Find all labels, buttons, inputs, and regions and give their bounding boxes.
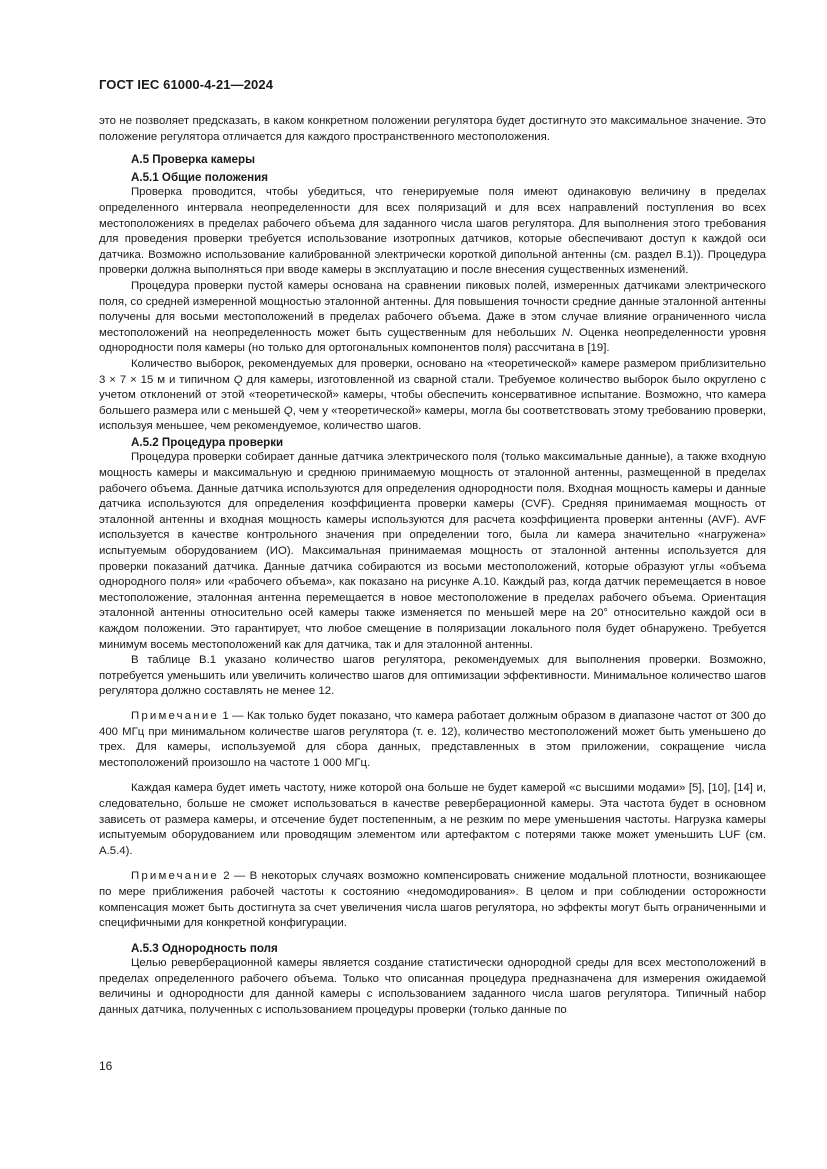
note-text: 1 — Как только будет показано, что камера работает должным образом в диапазоне частот от 300 до 400 МГц при минимальном количестве шагов регулятора (т. е. 12), количество местоположений может быть уменьшено до трех. Для камеры, используемой для сбора данных, представленных в этом приложении, сокращение числа местоположений произошло на частоте 1 000 МГц. — [99, 709, 766, 769]
paragraph-sample-count — [99, 357, 766, 435]
note-1 — [99, 709, 766, 771]
text-run: Количество выборок, рекомендуемых для проверки, основано на «теоретической» камере размером приблизительно 3 × 7 × 15 м и типичном — [99, 357, 766, 386]
note-label: Примечание — [131, 709, 219, 722]
subsection-heading-a51: А.5.1 Общие положения — [131, 170, 269, 184]
text-run: . Оценка неопределенности уровня однородности поля камеры (но только для ортогональных компонентов поля) рассчитана в [19]. — [99, 326, 766, 355]
paragraph-continuation: это не позволяет предсказать, в каком конкретном положении регулятора будет достигнуто это максимальное значение. Это положение регулятора отличается для каждого пространственного местоположения. — [99, 115, 766, 143]
italic-symbol-n: N — [561, 326, 571, 339]
paragraph-luf: Каждая камера будет иметь частоту, ниже которой она больше не будет камерой «с высшими модами» [5], [10], [14] и, следовательно, больше не сможет использоваться в качестве реверберационной камеры. Эта частота будет в основном зависеть от размера камеры, и отсечение будет постепенным, а не резким по мере уменьшения частоты. Нагрузка камеры испытуемым оборудованием или проводящим элементом или артефактом с потерями также может уменьшить LUF (см. А.5.4). — [99, 782, 766, 857]
subsection-heading-a53: А.5.3 Однородность поля — [131, 941, 278, 955]
text-run: Процедура проверки пустой камеры основана на сравнении пиковых полей, измеренных датчиками электрического поля, со средней измеренной мощностью эталонной антенны. Для повышения точности средние данные эталонной антенны получены для восьми местоположений в пределах рабочего объема. Даже в этом случае влияние ограниченного числа местоположений на неопределенность может быть существенным для небольших — [99, 279, 766, 339]
note-text: 2 — В некоторых случаях возможно компенсировать снижение модальной плотности, возникающее по мере приближения рабочей частоты к состоянию «недомодирования». В целом и при соблюдении осторожности компенсация может быть достигнута за счет увеличения числа шагов регулятора, но эффекты могут быть ограниченными и специфичными для конкретной конфигурации. — [99, 870, 766, 930]
paragraph-procedure: Процедура проверки собирает данные датчика электрического поля (только максимальные данные), а также входную мощность камеры и максимальную и среднюю принимаемую мощность от эталонной антенны, размещенной в пределах рабочего объема. Данные датчика используются для определения однородности поля. Входная мощность камеры и данные датчика используются для определения коэффициента проверки камеры (CVF). Средняя принимаемая мощность от эталонной антенны и входная мощность камеры используются для расчета коэффициента проверки антенны (AVF). AVF используется в качестве контрольного значения при определении того, была ли камера значительно «нагружена» испытуемым оборудованием (ИО). Максимальная принимаемая мощность от эталонной антенны используется для проверки показаний датчика. Данные датчика собираются из восьми местоположений, которые образуют углы «объема однородного поля» или «рабочего объема», как показано на рисунке А.10. Каждый раз, когда датчик перемещается в новое местоположение, эталонная антенна перемещается в новое местоположение в пределах рабочего объема. Ориентация эталонной антенны относительно осей камеры также изменяется по меньшей мере на 20° относительно каждой оси в каждом положении. Это гарантирует, что любое смещение в поляризации локального поля будет обнаружено. Требуется минимум восемь местоположений как для датчика, так и для эталонной антенны. — [99, 451, 766, 651]
paragraph-table-reference: В таблице В.1 указано количество шагов регулятора, рекомендуемых для выполнения проверки. Возможно, потребуется уменьшить или увеличить количество шагов для оптимизации эффективности. Минимальное количество шагов регулятора должно составлять не менее 12. — [99, 654, 766, 698]
text-run: , чем у «теоретической» камеры, могла бы соответствовать этому требованию проверки, используя меньшее, чем рекомендуемое, количество шагов. — [99, 404, 767, 433]
paragraph-empty-chamber — [99, 279, 766, 357]
note-2 — [99, 869, 766, 931]
document-body — [99, 114, 766, 1019]
paragraph-verification-intro: Проверка проводится, чтобы убедиться, что генерируемые поля имеют одинаковую величину в пределах определенного интервала неопределенности для всех поляризаций и для всех направлений поступления во всех местоположениях в пределах рабочего объема для заданного числа шагов регулятора. Для выполнения этого требования для проведения проверки требуется использование изотропных датчиков, которые обеспечивают доступ к каждой оси датчика. Возможно использование калиброванной электрически короткой дипольной антенны (см. раздел В.1)). Процедура проверки должна выполняться при вводе камеры в эксплуатацию и после внесения существенных изменений. — [99, 186, 766, 277]
subsection-heading-a52: А.5.2 Процедура проверки — [131, 435, 284, 449]
italic-symbol-q: Q — [283, 404, 293, 417]
document-header-title: ГОСТ IEC 61000-4-21—2024 — [99, 77, 274, 92]
page-number: 16 — [99, 1059, 113, 1073]
section-heading-a5: А.5 Проверка камеры — [131, 153, 255, 167]
note-label: Примечание — [131, 870, 219, 883]
paragraph-field-uniformity: Целью реверберационной камеры является создание статистически однородной среды для всех местоположений в пределах определенного рабочего объема. Только что описанная процедура предназначена для измерения ожидаемой величины и однородности для данной камеры с использованием заданного числа шагов регулятора. Типичный набор данных датчика, полученных с использованием процедуры проверки (только данные по — [99, 957, 766, 1017]
italic-symbol-q: Q — [233, 373, 243, 386]
text-run: для камеры, изготовленной из сварной стали. Требуемое количество выборок было округлено с учетом отклонений от этой «теоретической» камеры, чтобы обеспечить консервативное испытание. Возможно, что камера большего размера или с меньшей — [99, 373, 766, 417]
